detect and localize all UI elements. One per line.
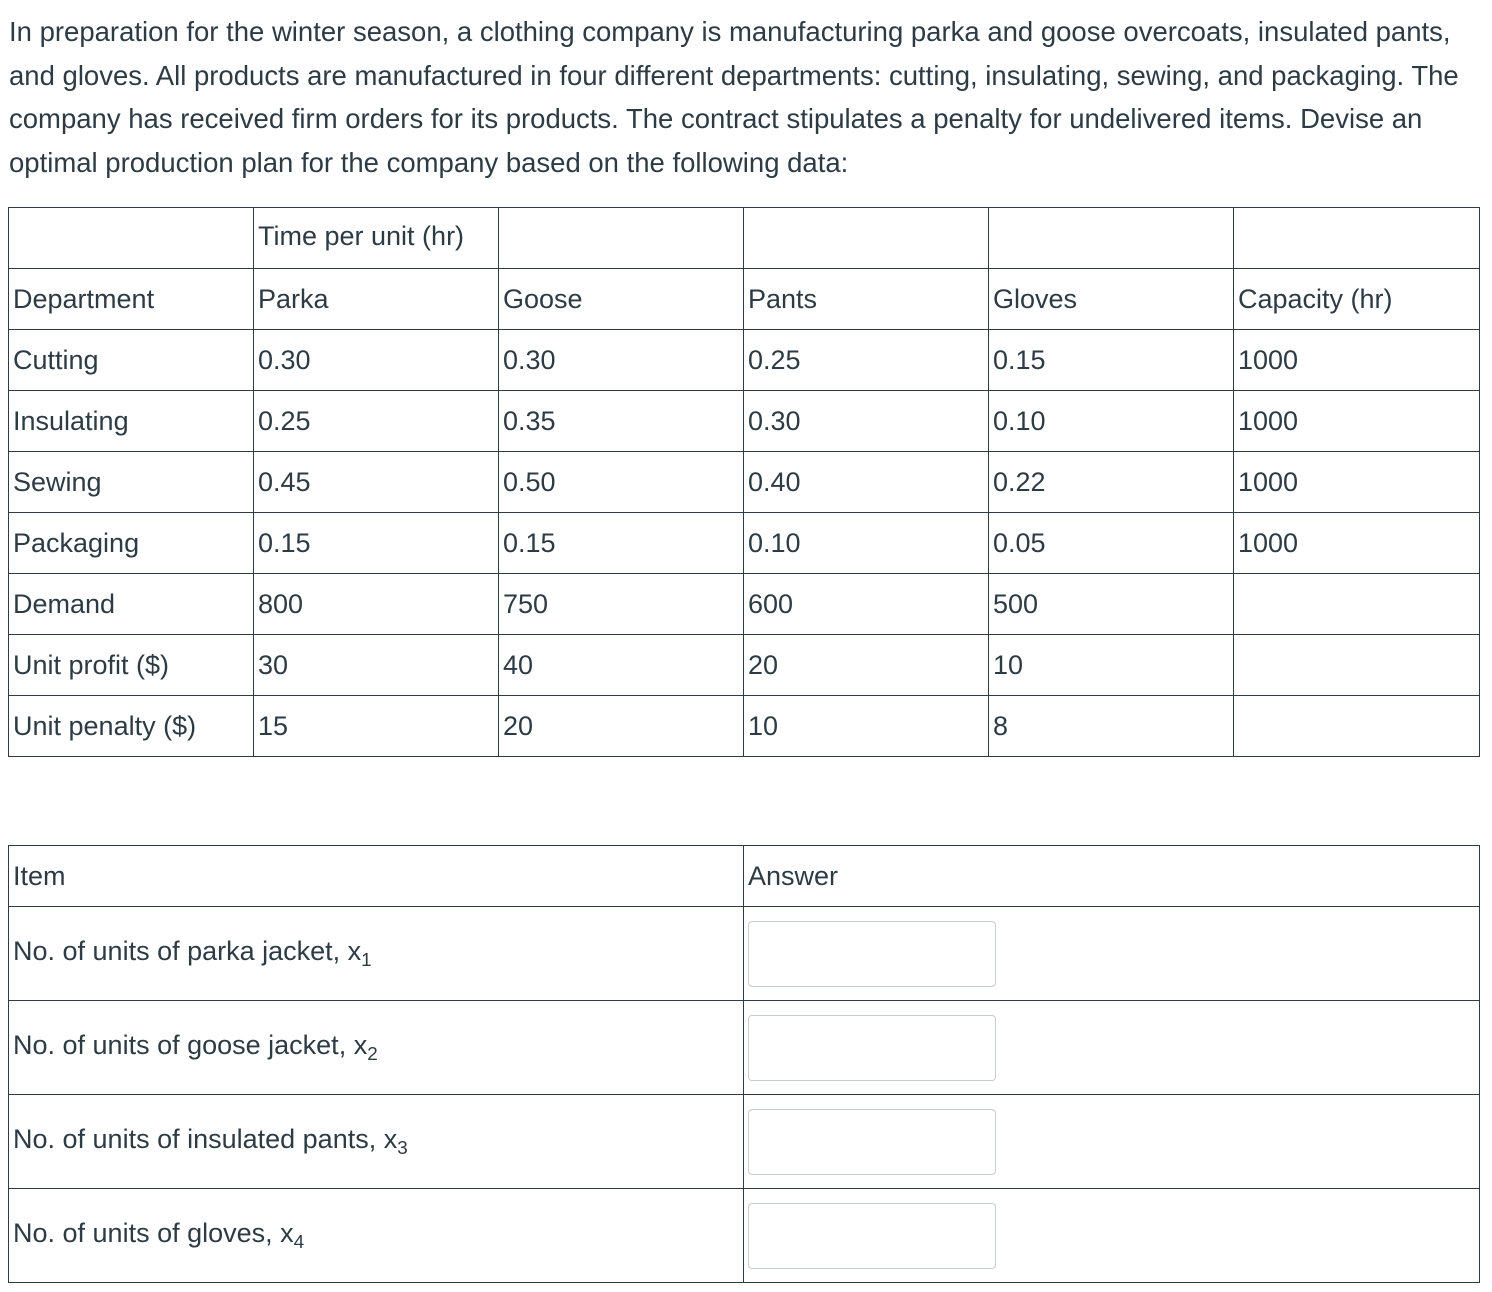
problem-statement: In preparation for the winter season, a clothing company is manufacturing parka and goose overcoats, insulated pants, and gloves. All products are manufactured in four different departments: cutting, insulating, sewing, and packaging. The company has received firm orders for its products. The contract stipulates a penalty for undelivered items. Devise an optimal production plan for the company based on the following data: bbox=[9, 16, 1459, 178]
row-label: Sewing bbox=[9, 452, 254, 513]
answer-row bbox=[9, 1095, 1480, 1189]
table-cell: 30 bbox=[254, 635, 499, 696]
variable-subscript: 1 bbox=[361, 949, 372, 971]
table-cell bbox=[1234, 574, 1480, 635]
table-cell: 0.50 bbox=[499, 452, 744, 513]
answer-row bbox=[9, 1001, 1480, 1095]
item-label-text: No. of units of goose jacket, x bbox=[13, 1029, 368, 1060]
item-label bbox=[9, 907, 744, 1001]
table-cell: 0.10 bbox=[989, 391, 1234, 452]
table-cell: 0.15 bbox=[499, 513, 744, 574]
answer-cell bbox=[744, 1001, 1480, 1095]
table-cell: 20 bbox=[499, 696, 744, 757]
row-label: Unit profit ($) bbox=[9, 635, 254, 696]
table-row bbox=[9, 574, 1480, 635]
answer-header-row bbox=[9, 846, 1480, 907]
table-cell: 600 bbox=[744, 574, 989, 635]
table-cell: 0.25 bbox=[254, 391, 499, 452]
column-header: Parka bbox=[254, 269, 499, 330]
variable-subscript: 3 bbox=[397, 1137, 408, 1159]
table-cell: 1000 bbox=[1234, 391, 1480, 452]
table-cell: 0.05 bbox=[989, 513, 1234, 574]
table-cell: 0.22 bbox=[989, 452, 1234, 513]
answer-cell bbox=[744, 907, 1480, 1001]
table-cell: 0.35 bbox=[499, 391, 744, 452]
table-cell bbox=[1234, 696, 1480, 757]
row-label: Insulating bbox=[9, 391, 254, 452]
row-label: Demand bbox=[9, 574, 254, 635]
item-column-header: Item bbox=[9, 846, 744, 907]
parka-answer-input[interactable] bbox=[748, 921, 996, 987]
answer-column-header: Answer bbox=[744, 846, 1480, 907]
table-cell: 10 bbox=[989, 635, 1234, 696]
table-row bbox=[9, 452, 1480, 513]
table-cell bbox=[1234, 635, 1480, 696]
table-cell: 1000 bbox=[1234, 452, 1480, 513]
table-cell: 500 bbox=[989, 574, 1234, 635]
table-cell: 0.10 bbox=[744, 513, 989, 574]
table-cell: 1000 bbox=[1234, 513, 1480, 574]
table-cell: 1000 bbox=[1234, 330, 1480, 391]
answer-table bbox=[8, 845, 1480, 1283]
answer-row bbox=[9, 907, 1480, 1001]
table-group-header-row bbox=[9, 208, 1480, 269]
item-label-text: No. of units of insulated pants, x bbox=[13, 1123, 398, 1154]
item-label bbox=[9, 1001, 744, 1095]
table-cell: 40 bbox=[499, 635, 744, 696]
table-cell: 20 bbox=[744, 635, 989, 696]
table-cell: 8 bbox=[989, 696, 1234, 757]
answer-row bbox=[9, 1189, 1480, 1283]
table-row bbox=[9, 330, 1480, 391]
table-cell: 0.30 bbox=[744, 391, 989, 452]
answer-cell bbox=[744, 1189, 1480, 1283]
table-cell: 15 bbox=[254, 696, 499, 757]
table-row bbox=[9, 635, 1480, 696]
table-cell bbox=[499, 208, 744, 269]
item-label bbox=[9, 1095, 744, 1189]
table-header-row bbox=[9, 269, 1480, 330]
table-row bbox=[9, 391, 1480, 452]
column-header: Gloves bbox=[989, 269, 1234, 330]
table-cell: 0.15 bbox=[254, 513, 499, 574]
column-header: Capacity (hr) bbox=[1234, 269, 1480, 330]
item-label bbox=[9, 1189, 744, 1283]
table-cell bbox=[9, 208, 254, 269]
column-header: Pants bbox=[744, 269, 989, 330]
goose-answer-input[interactable] bbox=[748, 1015, 996, 1081]
item-label-text: No. of units of parka jacket, x bbox=[13, 935, 362, 966]
table-cell bbox=[989, 208, 1234, 269]
table-cell: 0.25 bbox=[744, 330, 989, 391]
table-row bbox=[9, 513, 1480, 574]
table-cell: 0.15 bbox=[989, 330, 1234, 391]
table-cell: 0.40 bbox=[744, 452, 989, 513]
time-per-unit-header: Time per unit (hr) bbox=[254, 208, 499, 269]
pants-answer-input[interactable] bbox=[748, 1109, 996, 1175]
gloves-answer-input[interactable] bbox=[748, 1203, 996, 1269]
row-label: Packaging bbox=[9, 513, 254, 574]
table-cell bbox=[1234, 208, 1480, 269]
column-header: Goose bbox=[499, 269, 744, 330]
table-cell: 0.30 bbox=[254, 330, 499, 391]
table-cell: 750 bbox=[499, 574, 744, 635]
row-label: Cutting bbox=[9, 330, 254, 391]
table-cell: 0.30 bbox=[499, 330, 744, 391]
item-label-text: No. of units of gloves, x bbox=[13, 1217, 294, 1248]
table-row bbox=[9, 696, 1480, 757]
table-cell: 800 bbox=[254, 574, 499, 635]
table-cell: 0.45 bbox=[254, 452, 499, 513]
row-label: Unit penalty ($) bbox=[9, 696, 254, 757]
column-header: Department bbox=[9, 269, 254, 330]
table-cell: 10 bbox=[744, 696, 989, 757]
production-data-table bbox=[8, 207, 1480, 757]
variable-subscript: 4 bbox=[293, 1231, 305, 1253]
answer-cell bbox=[744, 1095, 1480, 1189]
table-cell bbox=[744, 208, 989, 269]
variable-subscript: 2 bbox=[367, 1043, 378, 1065]
